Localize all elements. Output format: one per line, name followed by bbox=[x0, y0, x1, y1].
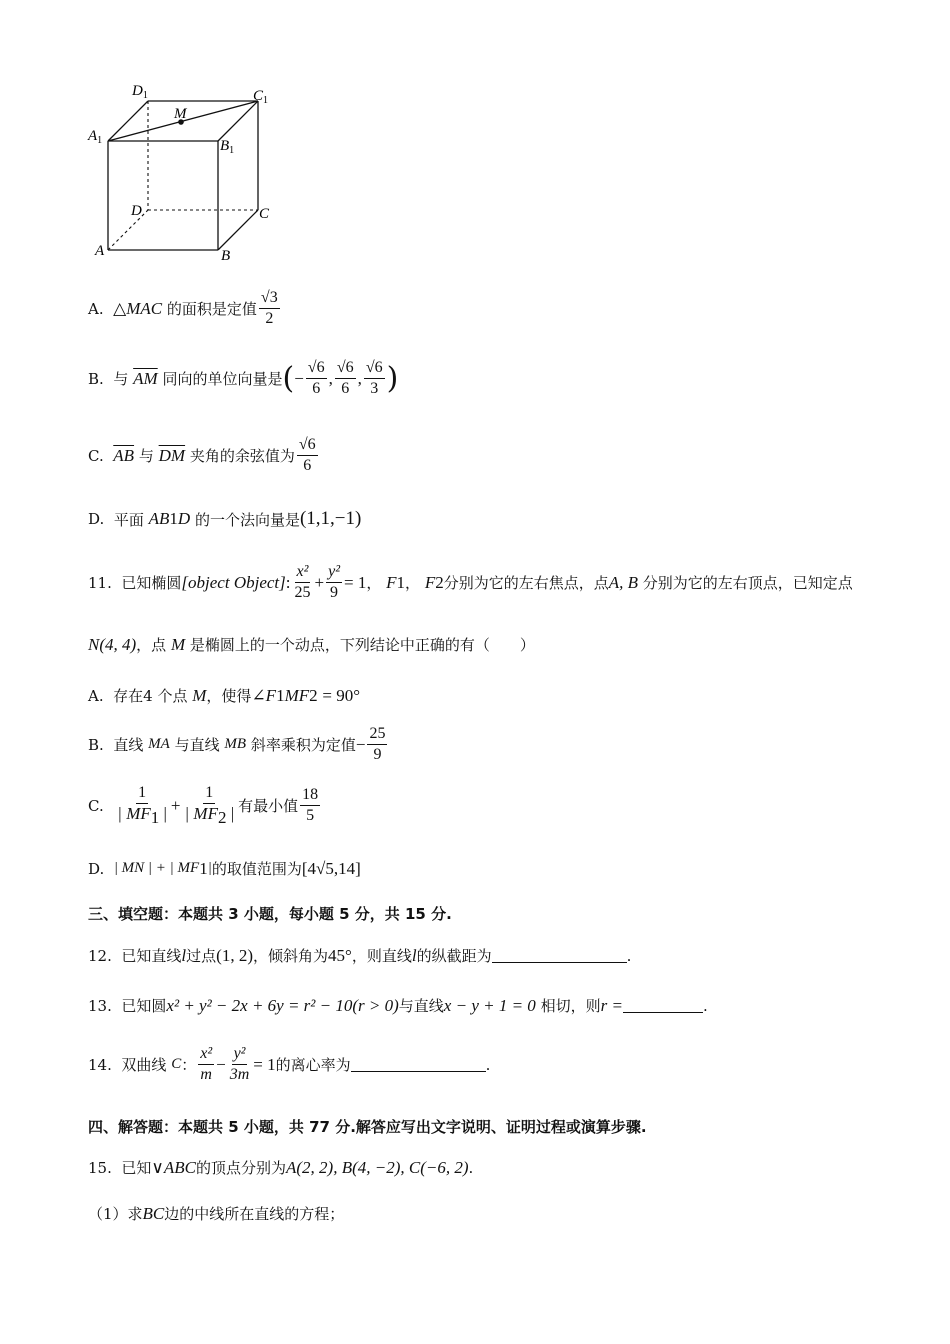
label-b1: $B_1$ bbox=[220, 138, 235, 156]
label-d: D bbox=[131, 203, 142, 219]
q11-option-d: D. | MN | + | MF 1 | 的取值范围为 [4√5,14] bbox=[88, 858, 361, 878]
q11-option-a: A. 存在4 个点 M ，使得 ∠F 1 MF 2 = 90° bbox=[88, 685, 361, 705]
q15-part-1: （1）求 BC 边的中线所在直线的方程； bbox=[88, 1203, 345, 1223]
label-a1: $A_1$ bbox=[88, 128, 103, 146]
q10-option-d: D. 平面 AB 1 D 的一个法向量是 (1,1,−1) bbox=[88, 508, 362, 529]
q10-option-a: A. △ MAC 的面积是定值 $\frac{√3}{2}$ bbox=[88, 289, 278, 327]
label-c: C bbox=[259, 206, 270, 222]
q10-option-b: B. 与 $\overline{AM}$ 同向的单位向量是 ( − $\frac{√6}{6}$ , $\frac{√6}{6}$ , $\frac{√6}{3}$ ) bbox=[88, 359, 399, 397]
label-a: A bbox=[95, 243, 105, 259]
q13-answer-blank[interactable] bbox=[623, 998, 703, 1013]
label-d1: $D_1$ bbox=[132, 83, 148, 101]
q13: 13. 已知圆 x² + y² − 2x + 6y = r² − 10(r > 0) 与直线 x − y + 1 = 0 相切，则 r = . bbox=[88, 995, 708, 1015]
q12-answer-blank[interactable] bbox=[492, 948, 627, 963]
q12: 12. 已知直线 l 过点 (1, 2) ，倾斜角为 45° ，则直线 l 的纵截距为 . bbox=[88, 945, 632, 965]
q11-stem-line2: N(4, 4) ，点 M 是椭圆上的一个动点，下列结论中正确的有（ ） bbox=[88, 634, 535, 654]
q11-option-c: C. $\frac{1}{| MF_1 |}$ + $\frac{1}{| MF_2 |}$ 有最小值 $\frac{18}{5}$ bbox=[88, 784, 319, 828]
cube-figure bbox=[85, 80, 285, 270]
q14: 14. 双曲线 C ： $\frac{\text{x²}}{m}$ − $\frac{\text{y²}}{3m}$ = 1 的离心率为 . bbox=[88, 1045, 491, 1083]
label-b: B bbox=[221, 248, 231, 264]
label-c1: $C_1$ bbox=[253, 88, 269, 106]
q11-stem-line1: 11. 已知椭圆 [object Object] : $\frac{\text{x²}}{25}$ + $\frac{\text{y²}}{9}$ = 1 ， F 1 ， F 2 分别为它的左右焦点，点 A, B 分别为它的左右顶点，已知定点 bbox=[88, 563, 853, 601]
q14-answer-blank[interactable] bbox=[351, 1057, 486, 1072]
section-3-heading: 三、填空题：本题共 3 小题，每小题 5 分，共 15 分. bbox=[88, 905, 452, 923]
q11-option-b: B. 直线 MA 与直线 MB 斜率乘积为定值 − $\frac{25}{9}$ bbox=[88, 725, 386, 763]
q15-stem: 15. 已知 ∨ABC 的顶点分别为 A(2, 2), B(4, −2), C(−6, 2) . bbox=[88, 1157, 474, 1177]
q10-option-c: C. $\overline{AB}$ 与 $\overline{DM}$ 夹角的余弦值为 $\frac{√6}{6}$ bbox=[88, 436, 316, 474]
label-m: M bbox=[174, 106, 187, 122]
section-4-heading: 四、解答题：本题共 5 小题，共 77 分.解答应写出文字说明、证明过程或演算步骤. bbox=[88, 1118, 647, 1136]
